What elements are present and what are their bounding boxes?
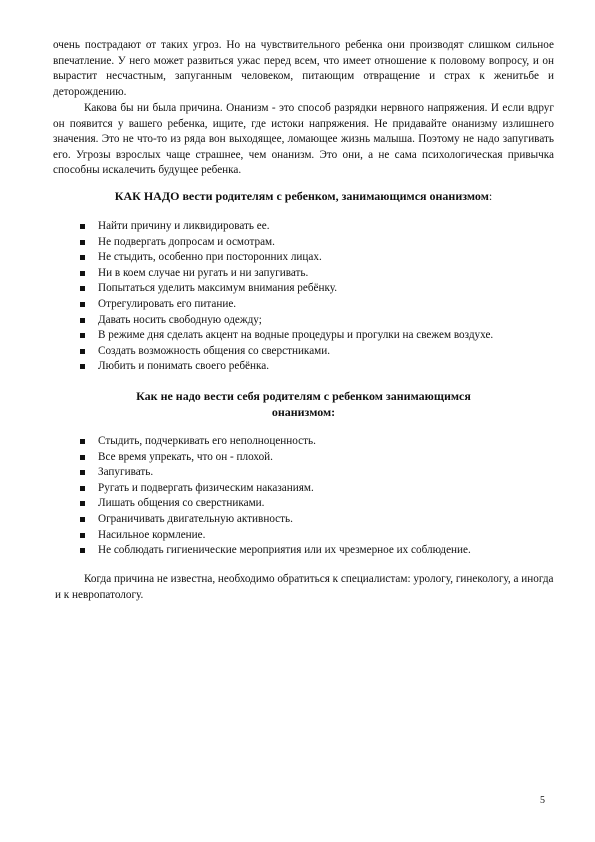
list-item-text: Все время упрекать, что он - плохой. [98,450,273,463]
paragraph-intro: очень пострадают от таких угроз. Но на чувствительного ребенка они производят слишком сильное впечатление. У него может развиться ужас перед всем, что имеет отношение к половому вопросу, и он вырастит несчастным, запуганным человеком, питающим отвращение и страх к женитьбе и деторождению. [53,39,554,98]
bullet-square-icon [80,318,85,323]
list-item-text: Стыдить, подчеркивать его неполноценность. [98,435,316,447]
bullet-square-icon [80,455,85,460]
bullet-square-icon [80,333,85,338]
list-item [79,481,554,497]
bullet-square-icon [80,240,85,245]
list-item-text: Ругать и подвергать физическим наказаниям. [98,481,314,494]
bullet-square-icon [80,548,85,553]
bullet-square-icon [80,302,85,307]
paragraph-reason: Какова бы ни была причина. Онанизм - это способ разрядки нервного напряжения. И если вдруг он появится у вашего ребенка, ищите, где истоки напряжения. Не придавайте онанизму излишнего значения. Это не что-то из ряда вон выходящее, ломающее жизнь малыша. Поэтому не надо запугивать его. Угрозы взрослых чаще страшнее, чем онанизм. Это они, а не сама психологическая привычка способны искалечить будущее ребенка. [53,102,554,177]
paragraph-closing: Когда причина не известна, необходимо обратиться к специалистам: урологу, гинекологу, а иногда и к невропатологу. [55,573,554,601]
bullet-square-icon [80,271,85,276]
bullet-square-icon [80,517,85,522]
bullet-square-icon [80,349,85,354]
bullet-square-icon [80,470,85,475]
list-item-text: Любить и понимать своего ребёнка. [98,360,270,373]
list-item-text: Найти причину и ликвидировать ее. [98,220,270,232]
list-item [79,250,554,266]
list-item [79,297,554,313]
list-item-text: Создать возможность общения со сверстниками. [98,344,331,357]
bullet-square-icon [80,224,85,229]
heading-dont-line1: Как не надо вести себя родителям с ребенком занимающимся [136,389,471,403]
list-item-text: Запугивать. [98,466,154,479]
list-do [79,219,554,375]
list-item [79,344,554,360]
list-dont [79,434,554,559]
list-item-text: Не стыдить, особенно при посторонних лицах. [98,251,322,264]
list-item-text: Попытаться уделить максимум внимания ребёнку. [98,282,338,295]
list-item-text: Не подвергать допросам и осмотрам. [98,235,275,248]
list-item-text: Ни в коем случае ни ругать и ни запугивать. [98,266,309,279]
list-item [79,512,554,528]
heading-dont-line2: онанизмом: [271,405,336,419]
heading-do-text: КАК НАДО вести родителям с ребенком, занимающимся онанизмом [114,189,489,203]
list-item-text: Не соблюдать гигиенические мероприятия или их чрезмерное их соблюдение. [98,544,471,557]
list-item [79,313,554,329]
list-item-text: Отрегулировать его питание. [98,297,237,310]
list-item [79,328,554,344]
list-item [79,528,554,544]
list-item [79,281,554,297]
heading-do-colon: : [488,189,493,203]
list-item-text: Ограничивать двигательную активность. [98,512,293,525]
bullet-square-icon [80,501,85,506]
list-item [79,266,554,282]
page-number: 5 [540,795,545,806]
list-item [79,496,554,512]
bullet-square-icon [80,486,85,491]
list-item [79,219,554,235]
list-item [79,543,554,559]
list-item [79,359,554,375]
list-item [79,235,554,251]
bullet-square-icon [80,439,85,444]
bullet-square-icon [80,533,85,538]
list-item-text: В режиме дня сделать акцент на водные процедуры и прогулки на свежем воздухе. [98,329,494,342]
bullet-square-icon [80,255,85,260]
list-item-text: Лишать общения со сверстниками. [98,497,265,510]
heading-do [53,188,554,204]
bullet-square-icon [80,286,85,291]
list-item [79,465,554,481]
list-item [79,450,554,466]
list-item-text: Насильное кормление. [98,528,206,541]
list-item [79,434,554,450]
heading-dont [53,388,554,420]
list-item-text: Давать носить свободную одежду; [98,313,262,326]
bullet-square-icon [80,364,85,369]
